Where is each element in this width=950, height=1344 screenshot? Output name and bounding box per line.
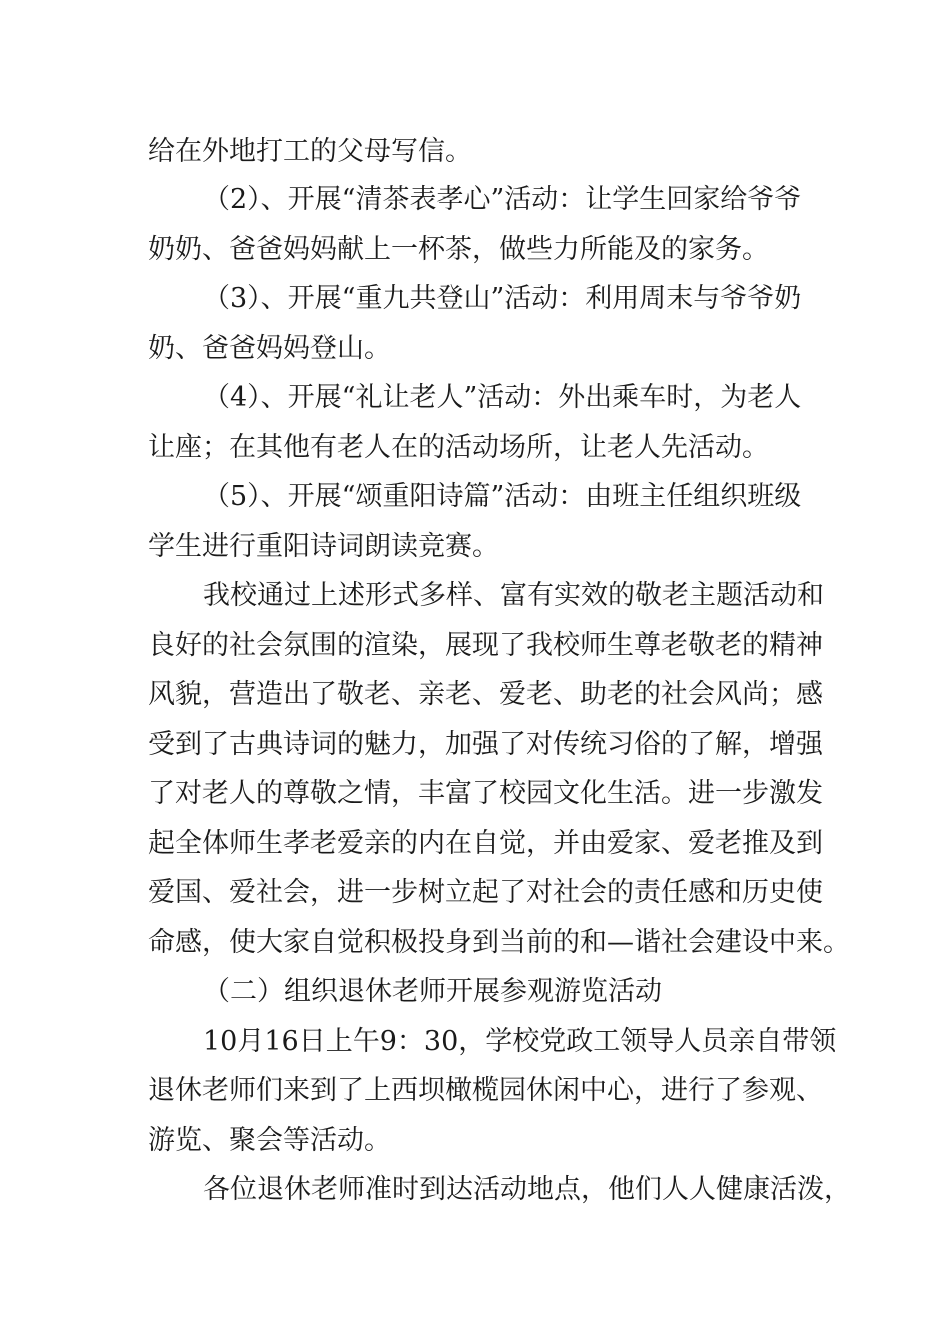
text-line-13: 受到了古典诗词的魅力，加强了对传统习俗的了解，增强: [148, 729, 823, 760]
text-line-2: （2）、开展“清茶表孝心”活动：让学生回家给爷爷: [203, 184, 802, 215]
text-line-22: 各位退休老师准时到达活动地点，他们人人健康活泼，: [203, 1174, 851, 1205]
text-line-3: 奶奶、爸爸妈妈献上一杯茶，做些力所能及的家务。: [148, 234, 769, 265]
text-line-19: 10月16日上午9：30，学校党政工领导人员亲自带领: [203, 1026, 837, 1057]
text-line-4: （3）、开展“重九共登山”活动：利用周末与爷爷奶: [203, 283, 802, 314]
text-line-21: 游览、聚会等活动。: [148, 1125, 391, 1156]
text-line-1: 给在外地打工的父母写信。: [148, 136, 472, 167]
text-line-11: 良好的社会氛围的渲染，展现了我校师生尊老敬老的精神: [148, 630, 823, 661]
text-line-8: （5）、开展“颂重阳诗篇”活动：由班主任组织班级: [203, 481, 802, 512]
text-line-14: 了对老人的尊敬之情，丰富了校园文化生活。进一步激发: [148, 778, 823, 809]
text-line-5: 奶、爸爸妈妈登山。: [148, 333, 391, 364]
text-line-12: 风貌，营造出了敬老、亲老、爱老、助老的社会风尚；感: [148, 679, 823, 710]
text-line-9: 学生进行重阳诗词朗读竞赛。: [148, 531, 499, 562]
text-line-20: 退休老师们来到了上西坝橄榄园休闲中心，进行了参观、: [148, 1075, 823, 1106]
text-line-10: 我校通过上述形式多样、富有实效的敬老主题活动和: [203, 580, 824, 611]
text-line-7: 让座；在其他有老人在的活动场所，让老人先活动。: [148, 432, 769, 463]
section-heading: （二）组织退休老师开展参观游览活动: [203, 976, 662, 1007]
text-line-6: （4）、开展“礼让老人”活动：外出乘车时，为老人: [203, 382, 802, 413]
text-line-17: 命感，使大家自觉积极投身到当前的和—谐社会建设中来。: [148, 927, 850, 958]
text-line-16: 爱国、爱社会，进一步树立起了对社会的责任感和历史使: [148, 877, 823, 908]
text-line-15: 起全体师生孝老爱亲的内在自觉，并由爱家、爱老推及到: [148, 828, 823, 859]
